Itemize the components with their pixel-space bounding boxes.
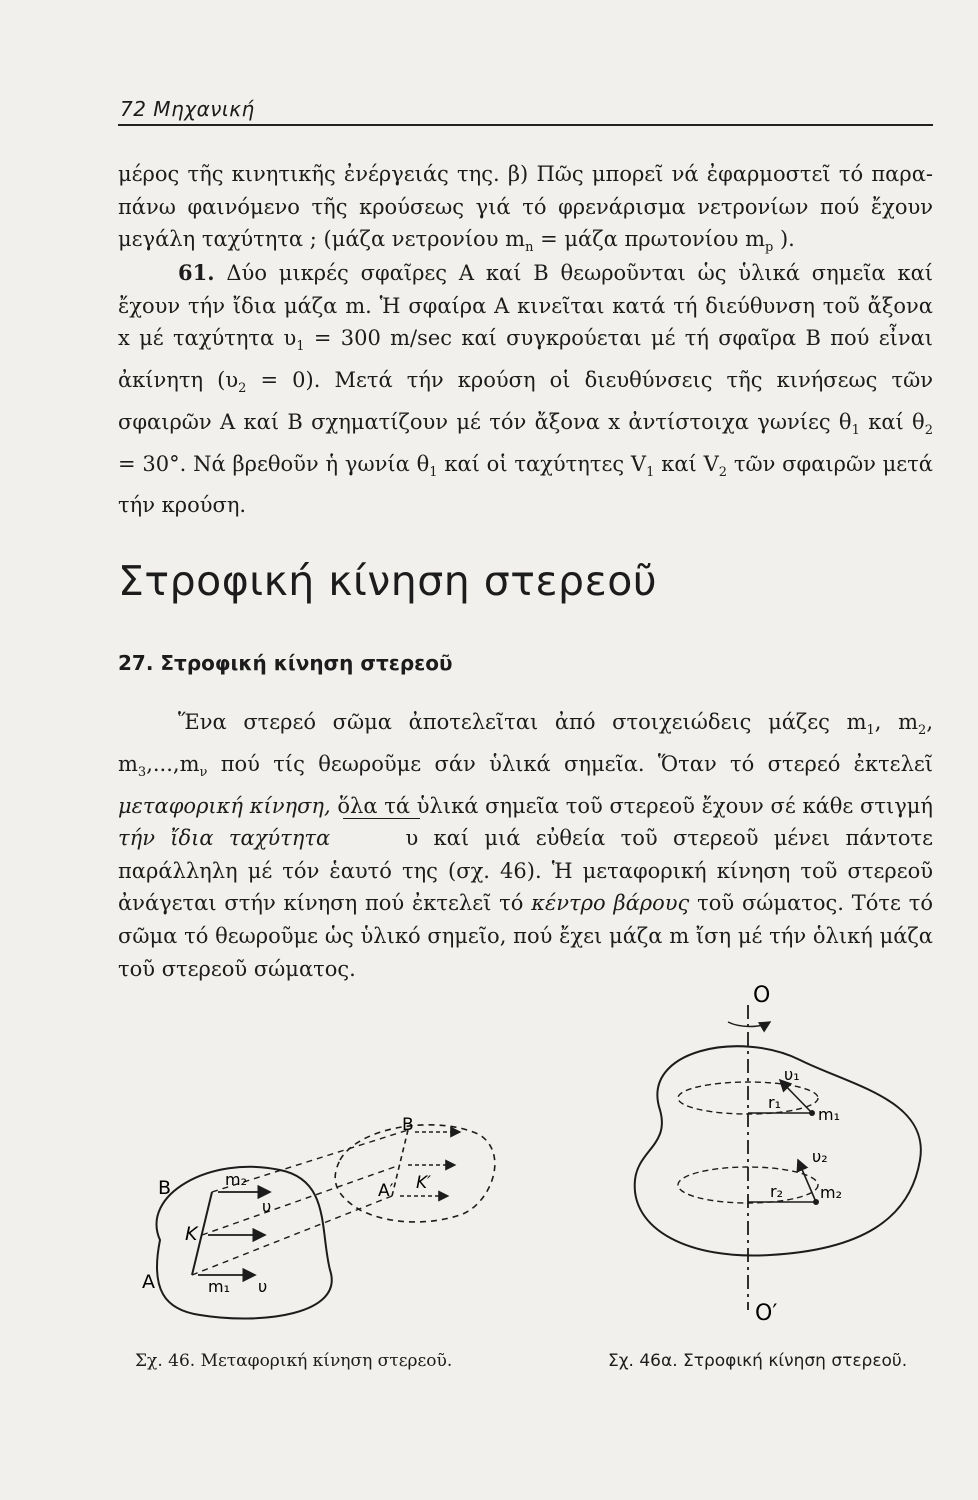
figure-46-translational <box>130 1100 580 1340</box>
velocity-vector-symbol: υ <box>345 822 418 855</box>
label-B-final: B <box>402 1115 414 1135</box>
label-u-top: υ <box>262 1197 272 1216</box>
velocity-v1-arrow <box>780 1080 812 1113</box>
label-O: O <box>753 983 771 1008</box>
figure-46a-caption: Σχ. 46α. Στροφική κίνηση στερεοῦ. <box>608 1351 908 1371</box>
label-K: K <box>185 1223 198 1245</box>
label-r1: r₁ <box>768 1093 781 1112</box>
label-m1: m₁ <box>818 1105 840 1124</box>
label-v2: υ₂ <box>812 1147 828 1166</box>
problem-intro-paragraph: μέρος τῆς κινητικῆς ἐνέργειάς της. β) Πῶς μπορεῖ νά ἐφαρμοστεῖ τό παραπάνω φαινόμενο τῆς κρούσεως γιά τό φρενάρισμα νετρονίων πού ἔχουν μεγάλη ταχύτητα ; (μάζα νετρονίου $m_n = \mu ά\zeta\alpha$ πρωτονίου $m_p$ ). <box>118 162 933 256</box>
label-O-prime: O′ <box>755 1301 778 1326</box>
running-head: 72 Μηχανική <box>120 97 255 121</box>
figure-46a-rotational <box>600 980 950 1340</box>
label-v1: υ₁ <box>784 1065 800 1084</box>
problem-61-paragraph: 61. Δύο μικρές σφαῖρες Α καί Β θεωροῦνται ὡς ὑλικά σημεῖα καί ἔχουν τήν ἴδια μάζα m. Ἡ σφαίρα Α κινεῖται κατά τή διεύθυνση τοῦ ἄξονα x μέ ταχύτητα $\upsilon_1 = 300$ m/sec καί συγκρούεται μέ τή σφαῖρα Β πού εἶναι ἀκίνητη $(\upsilon_2 = 0)$. Μετά τήν κρούση οἱ διευθύνσεις τῆς κινήσεως τῶν σφαιρῶν Α καί Β σχηματίζουν μέ τόν ἄξονα x ἀντίστοιχα γωνίες $\theta_1$ καί $\theta_2 = 30^\circ$. Νά βρεθοῦν ἡ γωνία $\theta_1$ καί οἱ ταχύτητες $V_1$ καί $V_2$ τῶν σφαιρῶν μετά τήν κρούση. <box>118 260 933 518</box>
label-A-final: A′ <box>378 1181 394 1201</box>
body-final-outline <box>335 1125 495 1222</box>
velocity-v2-arrow <box>798 1160 816 1202</box>
label-m1: m₁ <box>208 1277 230 1296</box>
rigid-body-outline <box>635 1046 921 1255</box>
label-A: A <box>142 1271 155 1293</box>
mass-point-m1 <box>809 1110 815 1116</box>
chapter-title: Στροφική κίνηση στερεοῦ <box>118 557 658 605</box>
figure-46-caption: Σχ. 46. Μεταφορική κίνηση στερεοῦ. <box>135 1351 453 1371</box>
label-m2: m₂ <box>820 1183 842 1202</box>
label-r2: r₂ <box>770 1182 783 1201</box>
body-initial-outline <box>157 1167 332 1319</box>
problem-number: 61. <box>178 260 215 285</box>
body-reference-line-final <box>392 1130 408 1196</box>
label-u-bottom: υ <box>258 1277 268 1296</box>
rotation-arrow <box>728 1022 770 1027</box>
label-K-final: K′ <box>416 1173 432 1193</box>
mass-point-m2 <box>813 1199 819 1205</box>
header-rule <box>118 124 933 126</box>
label-m2: m₂ <box>225 1170 247 1189</box>
label-B: B <box>158 1177 172 1199</box>
section-heading: 27. Στροφική κίνηση στερεοῦ <box>118 651 453 675</box>
section-body-paragraph: Ἕνα στερεό σῶμα ἀποτελεῖται ἀπό στοιχειώδεις μάζες $m_1$, $m_2$, $m_3,...,m_\nu$ πού τίς θεωροῦμε σάν ὑλικά σημεῖα. Ὅταν τό στερεό ἐκτελεῖ μεταφορική κίνηση, ὅλα τά ὑλικά σημεῖα τοῦ στερεοῦ ἔχουν σέ κάθε στιγμή τήν ἴδια ταχύτητα υ καί μιά εὐθεία τοῦ στερεοῦ μένει πάντοτε παράλληλη μέ τόν ἑαυτό της (σχ. 46). Ἡ μεταφορική κίνηση τοῦ στερεοῦ ἀνάγεται στήν κίνηση πού ἐκτελεῖ τό κέντρο βάρους τοῦ σώματος. Τότε τό σῶμα τό θεωροῦμε ὡς ὑλικό σημεῖο, πού ἔχει μάζα m ἴση μέ τήν ὁλική μάζα τοῦ στερεοῦ σώματος. <box>118 710 934 981</box>
